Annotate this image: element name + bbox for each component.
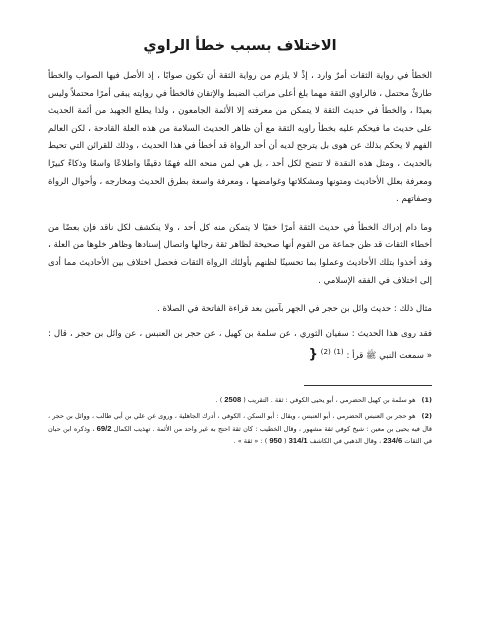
footnote-text: هو سلمة بن كهيل الحضرمي ، أبو يحيى الكوفي : ثقة . التقريب ( bbox=[241, 395, 416, 404]
footnote-separator bbox=[304, 385, 432, 386]
footnote-ref: 234/6 bbox=[383, 436, 403, 446]
footnote-marker-1[interactable]: (1) bbox=[333, 346, 344, 356]
footnote-number: (2) bbox=[421, 412, 432, 421]
footnote-ref: 2508 bbox=[224, 394, 242, 404]
footnote-tail: ( bbox=[281, 437, 289, 446]
footnote-ref: 950 bbox=[269, 436, 282, 446]
quran-open-bracket: { bbox=[308, 346, 318, 362]
footnote-ref: 69/2 bbox=[96, 423, 112, 433]
footnote-tail: ) . bbox=[215, 395, 225, 404]
paragraph-2: وما دام إدراك الخطأ في حديث الثقة أمرًا خفيًا لا يتمكن منه كل أحد ، ولا ينكشف لكل ناقد فإن بعضًا من أخطاء الثقات قد ظن جماعة من القوم أنها صحيحة لظاهر ثقة رجالها واتصال إسنادها وظاهر خلوها من العلة ، وقد أخذوا بتلك الأحاديث وعملوا بما تحسينًا لظنهم بأولئك الرواة الثقات فحصل اختلاف بين الأحاديث مما أدى إلى اختلاف في الفقه الإسلامي . bbox=[48, 222, 432, 286]
footnote-marker-2[interactable]: (2) bbox=[320, 346, 331, 356]
footnote-tail: ، وقال الذهبي في الكاشف bbox=[307, 437, 384, 446]
footnote-text: هو حجر بن العنبس الحضرمي ، أبو العنبس ، ويقال : أبو السكن ، الكوفي ، أدرك الجاهلية ، وروى عن علي بن أبي طالب ، ووائل بن حجر ، قال فيه يحيى بن معين : شيخ كوفي ثقة مشهور ، وقال الخطيب : كان ثقة احتج به غير واحد من الأئمة . تهذيب الكمال bbox=[48, 412, 433, 433]
footnote-2 bbox=[48, 410, 432, 448]
footnote-tail: ) : « ثقة » . bbox=[233, 437, 270, 446]
footnotes bbox=[48, 392, 432, 448]
paragraph-1: الخطأ في رواية الثقات أمرٌ وارد ، إذْ لا يلزم من رواية الثقة أن تكون صوابًا ، إذ الأصل فيها الصواب والخطأ طارئٌ محتمل ، فالراوي الثقة مهما بلغ أعلى مراتب الضبط والإتقان فالخطأ في روايته يبقى أمرًا محتملاً وليس بعيدًا ، والخطأ في حديث الثقة لا يتمكن من معرفته إلا الأئمة الجامعون ، ولذا يطلع الجهبذ من أئمة الحديث على حديث ما فيحكم عليه بخطأ راويه الثقة مع أن ظاهر الحديث السلامة من هذه العلة القادحة ، لكن العالم الفهم لا يحكم بذلك عن هوى بل يترجح لديه أن أحد الرواة قد أخطأ في هذا الحديث ، وذلك للقرائن التي تحيط بالحديث ، ومثل هذه النقدة لا تتضح لكل أحد ، بل هي لمن منحه الله فهمًا دقيقًا واطلاعًا واسعًا وذكاءً كبيرًا ومعرفة بعلل الأحاديث ومتونها ومشكلاتها وغوامضها ، ومعرفة واسعة بطرق الحديث ومخارجه ، وأحوال الرواة وصفاتهم . bbox=[48, 71, 432, 205]
footnote-1 bbox=[48, 394, 432, 407]
footnote-number: (1) bbox=[421, 395, 432, 404]
isnad-paragraph bbox=[48, 325, 432, 365]
page-title: الاختلاف بسبب خطأ الراوي bbox=[143, 38, 337, 54]
paragraph-3: مثال ذلك : حديث وائل بن حجر في الجهر بآمين بعد قراءة الفاتحة في الصلاة . bbox=[157, 304, 432, 315]
footnote-tail: ، وذكره ابن حبان في الثقات bbox=[48, 424, 432, 446]
isnad-text: فقد روى هذا الحديث : سفيان الثوري ، عن سلمة بن كهيل ، عن حجر بن العنبس ، عن وائل بن حجر ، قال : « سمعت النبي ﷺ قرأ : bbox=[48, 328, 432, 361]
footnote-ref: 314/1 bbox=[288, 436, 308, 446]
